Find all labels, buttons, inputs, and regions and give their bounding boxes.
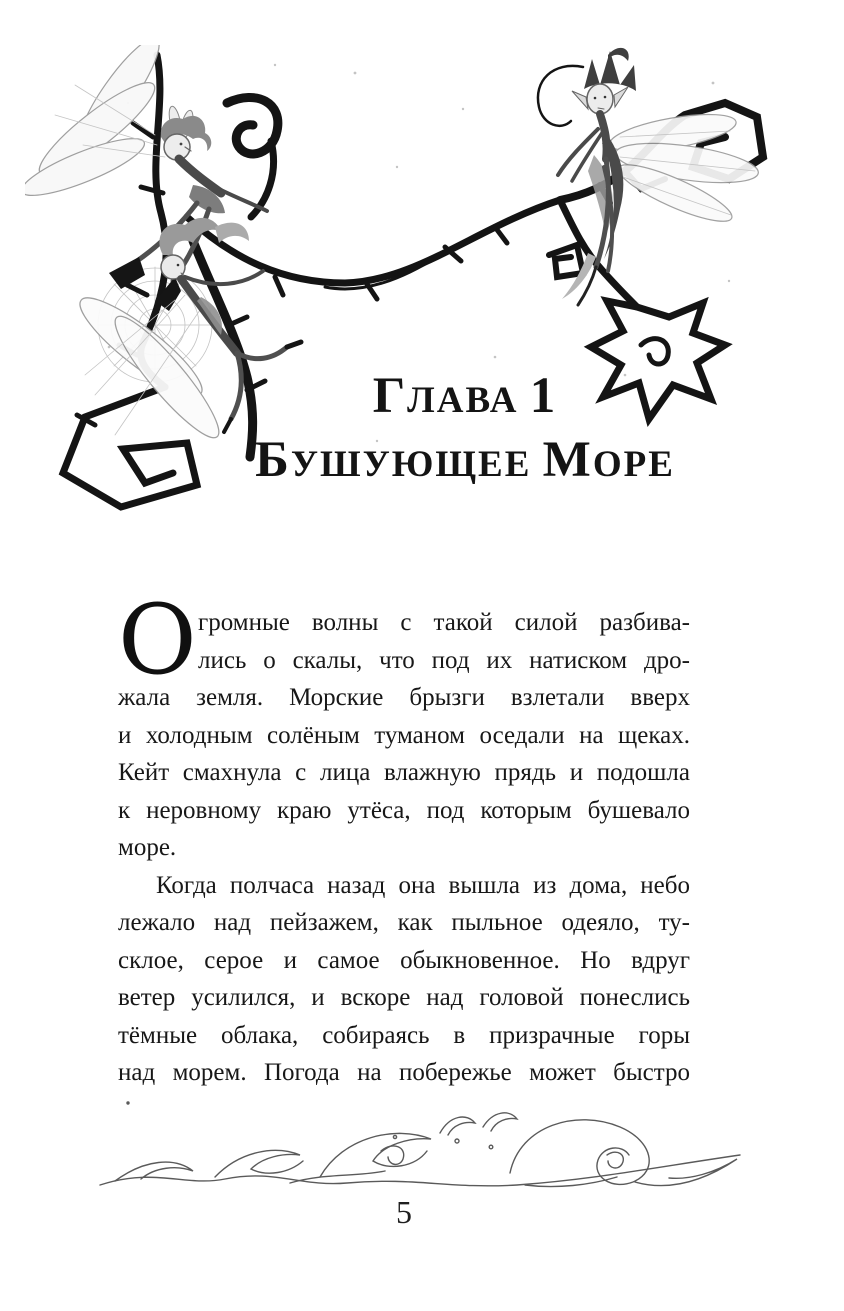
text-line: жала земля. Морские брызги взлетали вверх bbox=[118, 684, 690, 711]
fairy-leg bbox=[237, 347, 287, 359]
body-text bbox=[118, 584, 690, 1092]
text-line: лись о скалы, что под их натиском дро- bbox=[198, 646, 690, 674]
fairy-right bbox=[558, 48, 761, 305]
text-line: море. bbox=[118, 834, 177, 861]
fairy-upper-left bbox=[25, 45, 267, 311]
text-line: к неровному краю утёса, под которым бушевало bbox=[118, 796, 690, 824]
text-line: громные волны с такой силой разбива- bbox=[198, 609, 690, 636]
text-line: Когда полчаса назад она вышла из дома, небо bbox=[156, 871, 690, 899]
fairy-wings bbox=[25, 45, 170, 206]
text-line: Кейт смахнула с лица влажную прядь и подошла bbox=[118, 759, 690, 786]
text-line: лежало над пейзажем, как пыльное одеяло, ту- bbox=[118, 909, 690, 936]
fairy-ponytail bbox=[215, 223, 249, 243]
text-line: и холодным солёным туманом оседали на щеках. bbox=[118, 721, 690, 749]
fairy-head bbox=[587, 84, 613, 114]
fairy-foot bbox=[287, 342, 301, 347]
drop-cap: О bbox=[118, 584, 197, 696]
page-number: 5 bbox=[396, 1194, 412, 1230]
wave-flourish bbox=[95, 1093, 745, 1193]
text-line: склое, серое и самое обыкновенное. Но вдруг bbox=[118, 946, 690, 974]
text-line: ветер усилился, и вскоре над головой понеслись bbox=[118, 984, 690, 1011]
paragraph-1 bbox=[118, 584, 690, 867]
chapter-heading bbox=[85, 366, 844, 494]
chapter-title: БУШУЮЩЕЕ МОРЕ bbox=[255, 431, 675, 488]
paragraph-2 bbox=[118, 867, 690, 1092]
fairy-arm bbox=[185, 271, 263, 284]
wave-lines bbox=[100, 1102, 740, 1187]
text-line: над морем. Погода на побережье может быстро bbox=[118, 1059, 690, 1086]
text-line: тёмные облака, собираясь в призрачные горы bbox=[118, 1021, 690, 1049]
chapter-number: ГЛАВА 1 bbox=[372, 367, 558, 424]
